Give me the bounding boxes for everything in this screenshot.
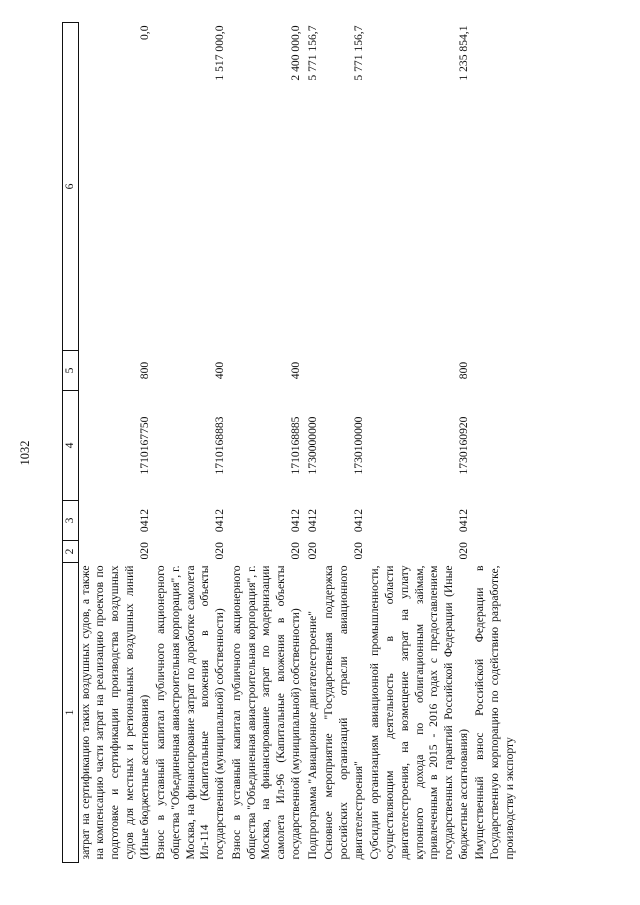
table-row [230, 23, 306, 863]
row-code-target: 1710168885 [288, 416, 302, 475]
row-code-ministry: 020 [351, 542, 365, 560]
header-col-4: 4 [63, 391, 79, 501]
row-code-expense: 800 [456, 361, 470, 380]
row-code-expense: 800 [137, 361, 151, 380]
row-code-target: 1710168883 [213, 416, 227, 475]
row-amount: 1 235 854,1 [456, 25, 470, 81]
row-code-expense [322, 351, 368, 391]
table-row [78, 23, 154, 863]
row-code-section: 0412 [351, 508, 365, 533]
row-code-section: 0412 [456, 508, 470, 533]
header-col-5: 5 [63, 351, 79, 391]
row-code-ministry: 020 [305, 542, 319, 560]
row-code-expense [473, 351, 519, 391]
row-code-section: 0412 [137, 508, 151, 533]
row-code-section [473, 501, 519, 541]
row-amount: 2 400 000,0 [288, 25, 302, 81]
row-code-expense [306, 351, 323, 391]
header-col-3: 3 [63, 501, 79, 541]
table-row [473, 23, 519, 863]
row-name: Взнос в уставный капитал публичного акционерного общества "Объединенная авиастроительная корпорация", г. Москва, на финансирование затрат по доработке самолета Ил-114 (Капитальные вложения в объекты государственной (муниципальной) собственности) [154, 565, 227, 860]
row-code-target: 1710167750 [137, 416, 151, 475]
row-name: Субсидии организациям авиационной промышленности, осуществляющим деятельность в области двигателестроения, на возмещение затрат на уплату купонного дохода по облигационным займам, привлеченным в 2015 - 2016 годах с предоставлением государственных гарантий Российской Федерации (Иные бюджетные ассигнования) [368, 565, 470, 860]
row-amount: 5 771 156,7 [305, 25, 319, 81]
table-row [154, 23, 230, 863]
header-col-6: 6 [63, 23, 79, 351]
row-name: Подпрограмма "Авиационное двигателестроение" [305, 610, 319, 860]
table-row [368, 23, 473, 863]
row-name: Взнос в уставный капитал публичного акционерного общества "Объединенная авиастроительная корпорация", г. Москва, на финансирование затрат по модернизации самолета Ил-96 (Капитальные вложения в объекты государственной (муниципальной) собственности) [229, 565, 302, 860]
row-amount: 0,0 [137, 25, 151, 40]
row-code-target: 1730160920 [456, 416, 470, 475]
header-col-2: 2 [63, 541, 79, 563]
budget-table [62, 22, 520, 863]
row-code-section: 0412 [288, 508, 302, 533]
row-code-ministry [473, 541, 519, 563]
row-amount: 5 771 156,7 [351, 25, 365, 81]
page-number: 1032 [18, 440, 32, 466]
row-code-ministry: 020 [288, 542, 302, 560]
table-row [306, 23, 323, 863]
row-code-target [473, 391, 519, 501]
row-name: затрат на сертификацию таких воздушных судов, а также на компенсацию части затрат на реализацию проектов по подготовке и сертификации производства воздушных судов для местных и региональных воздушных линий (Иные бюджетные ассигнования) [78, 565, 151, 860]
row-amount: 1 517 000,0 [213, 25, 227, 81]
header-col-1: 1 [63, 563, 79, 863]
row-code-expense: 400 [288, 361, 302, 380]
row-code-target: 1730000000 [305, 416, 319, 475]
row-code-expense: 400 [213, 361, 227, 380]
row-code-section: 0412 [305, 508, 319, 533]
row-amount [473, 23, 519, 351]
table-row [322, 23, 368, 863]
row-code-ministry: 020 [213, 542, 227, 560]
row-code-ministry: 020 [456, 542, 470, 560]
row-code-section: 0412 [213, 508, 227, 533]
table-header [63, 23, 79, 863]
row-code-target: 1730100000 [351, 416, 365, 475]
row-code-ministry: 020 [137, 542, 151, 560]
row-name: Основное мероприятие "Государственная поддержка российских организаций отрасли авиационного двигателестроения" [322, 565, 365, 860]
row-name: Имущественный взнос Российской Федерации в Государственную корпорацию по содействию разработке, производству и экспорту [473, 565, 516, 860]
